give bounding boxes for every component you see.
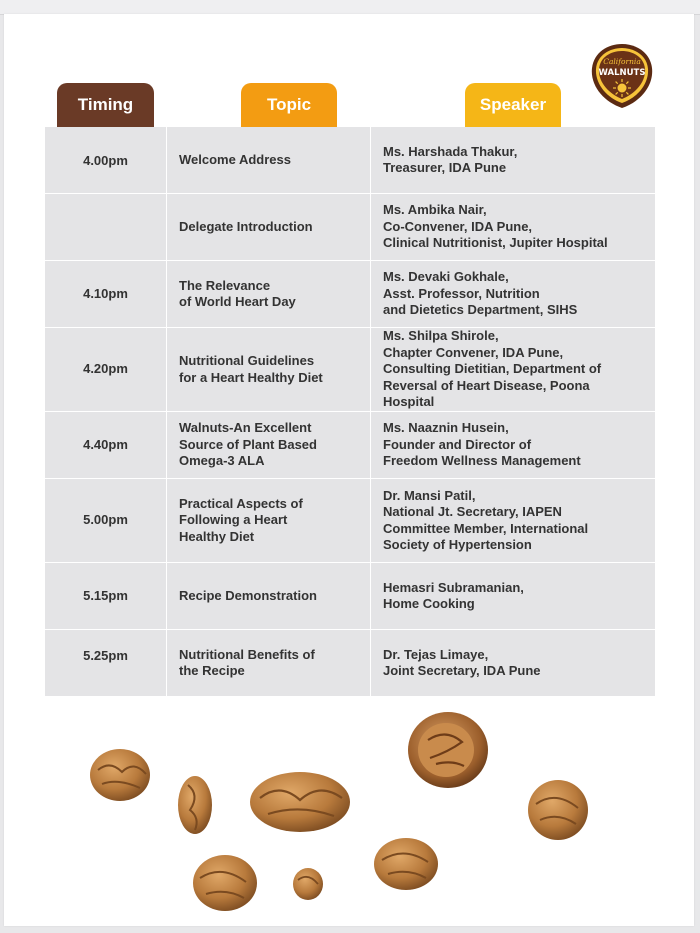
- table-row: [45, 479, 655, 563]
- topic-cell: The Relevance of World Heart Day: [167, 261, 371, 328]
- top-strip: [0, 0, 700, 15]
- walnut-kernel: [250, 772, 350, 832]
- sun-icon: [613, 79, 631, 97]
- california-walnuts-logo: [590, 42, 654, 110]
- time-cell: 5.15pm: [45, 563, 167, 630]
- table-row: [45, 328, 655, 412]
- walnut-kernel: [293, 868, 323, 900]
- speaker-cell: Ms. Ambika Nair, Co-Convener, IDA Pune, Clinical Nutritionist, Jupiter Hospital: [371, 194, 655, 261]
- topic-cell: Delegate Introduction: [167, 194, 371, 261]
- speaker-cell: Ms. Naaznin Husein, Founder and Director of Freedom Wellness Management: [371, 412, 655, 479]
- table-row: [45, 127, 655, 194]
- topic-cell: Welcome Address: [167, 127, 371, 194]
- walnut-kernel: [90, 749, 150, 801]
- topic-header: Topic: [241, 83, 337, 127]
- topic-cell: Nutritional Benefits of the Recipe: [167, 630, 371, 697]
- time-cell: 5.00pm: [45, 479, 167, 563]
- speaker-cell: Ms. Shilpa Shirole, Chapter Convener, IDA Pune, Consulting Dietitian, Department of Reversal of Heart Disease, Poona Hospital: [371, 328, 655, 412]
- speaker-cell: Dr. Tejas Limaye, Joint Secretary, IDA Pune: [371, 630, 655, 697]
- table-row: [45, 412, 655, 479]
- table-row: [45, 194, 655, 261]
- topic-cell: Recipe Demonstration: [167, 563, 371, 630]
- table-row: [45, 630, 655, 697]
- walnut-kernel: [528, 780, 588, 840]
- speaker-header: Speaker: [465, 83, 561, 127]
- time-cell: 4.10pm: [45, 261, 167, 328]
- walnuts-illustration: [0, 700, 700, 930]
- table-row: [45, 261, 655, 328]
- speaker-cell: Dr. Mansi Patil, National Jt. Secretary, IAPEN Committee Member, International Society of Hypertension: [371, 479, 655, 563]
- speaker-cell: Hemasri Subramanian, Home Cooking: [371, 563, 655, 630]
- walnut-kernel: [178, 776, 212, 834]
- walnut-kernel: [193, 855, 257, 911]
- speaker-cell: Ms. Harshada Thakur, Treasurer, IDA Pune: [371, 127, 655, 194]
- logo-script-text: California: [603, 57, 641, 66]
- time-cell: [45, 194, 167, 261]
- time-cell: 4.00pm: [45, 127, 167, 194]
- walnut-kernel: [374, 838, 438, 890]
- walnut-half-shell: [408, 712, 488, 788]
- table-row: [45, 563, 655, 630]
- time-cell: 4.40pm: [45, 412, 167, 479]
- schedule-table: [45, 127, 655, 697]
- topic-cell: Practical Aspects of Following a Heart Healthy Diet: [167, 479, 371, 563]
- time-cell: 4.20pm: [45, 328, 167, 412]
- speaker-cell: Ms. Devaki Gokhale, Asst. Professor, Nutrition and Dietetics Department, SIHS: [371, 261, 655, 328]
- time-cell: 5.25pm: [45, 630, 167, 697]
- topic-cell: Nutritional Guidelines for a Heart Healthy Diet: [167, 328, 371, 412]
- logo-main-text: WALNUTS: [598, 68, 646, 78]
- timing-header: Timing: [57, 83, 154, 127]
- topic-cell: Walnuts-An Excellent Source of Plant Based Omega-3 ALA: [167, 412, 371, 479]
